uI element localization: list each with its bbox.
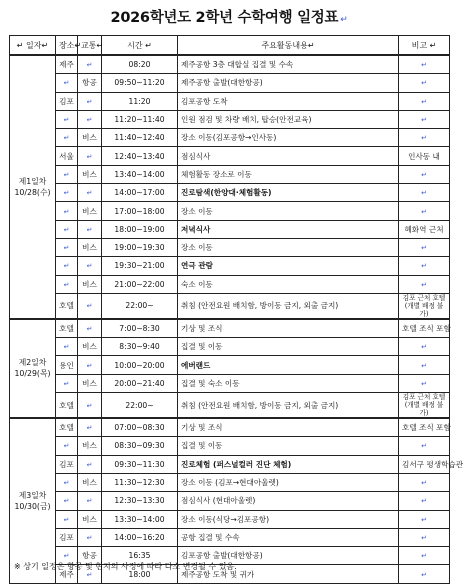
table-row [10,374,450,392]
place-cell: 호텔 [56,293,78,319]
paragraph-mark-icon: ↵ [63,552,70,561]
time-cell: 19:00~19:30 [102,238,178,256]
place-cell [56,275,78,293]
activity-cell: 저녁식사 [178,220,399,238]
note-cell [399,510,450,528]
transport-cell: 비스 [78,275,102,293]
paragraph-mark-icon: ↵ [63,207,70,216]
activity-cell: 집결 및 이동 [178,338,399,356]
paragraph-mark-icon: ↵ [86,61,93,70]
paragraph-mark-icon: ↵ [63,379,70,388]
place-cell [56,437,78,455]
activity-cell: 점심식사 (현대아울렛) [178,492,399,510]
transport-cell: 비스 [78,238,102,256]
table-row [10,165,450,183]
header-activity: 주요활동내용↵ [178,36,399,56]
place-cell [56,129,78,147]
paragraph-mark-icon: ↵ [86,116,93,125]
note-cell [399,565,450,583]
activity-cell: 숙소 이동 [178,275,399,293]
table-row [10,319,450,338]
note-cell: 인사동 내 [399,147,450,165]
paragraph-mark-icon: ↵ [63,116,70,125]
table-row [10,528,450,546]
paragraph-mark-icon: ↵ [340,15,348,25]
activity-cell: 장소 이동 [178,238,399,256]
time-cell: 16:35 [102,547,178,565]
transport-cell: 비스 [78,510,102,528]
paragraph-mark-icon: ↵ [63,262,70,271]
activity-cell: 기상 및 조식 [178,418,399,437]
time-cell: 14:00~17:00 [102,184,178,202]
activity-cell: 장소 이동 (김포→현대아울렛) [178,473,399,491]
place-cell: 서울 [56,147,78,165]
table-row [10,238,450,256]
time-cell: 13:30~14:00 [102,510,178,528]
note-cell: 김포 근처 호텔 (개별 배정 불가) [399,393,450,419]
place-cell [56,473,78,491]
transport-cell [78,528,102,546]
transport-cell: 비스 [78,374,102,392]
time-cell: 11:40~12:40 [102,129,178,147]
paragraph-mark-icon: ↵ [86,302,93,311]
note-cell [399,374,450,392]
table-row [10,510,450,528]
place-cell: 호텔 [56,319,78,338]
time-cell: 13:40~14:00 [102,165,178,183]
activity-cell: 기상 및 조식 [178,319,399,338]
time-cell: 22:00~ [102,293,178,319]
header-note: 비고 ↵ [399,36,450,56]
time-cell: 22:00~ [102,393,178,419]
note-cell [399,202,450,220]
paragraph-mark-icon: ↵ [86,460,93,469]
note-cell [399,129,450,147]
transport-cell [78,220,102,238]
paragraph-mark-icon: ↵ [421,207,427,216]
note-cell [399,528,450,546]
time-cell: 17:00~18:00 [102,202,178,220]
activity-cell: 에버랜드 [178,356,399,374]
paragraph-mark-icon: ↵ [421,552,427,561]
note-cell [399,74,450,92]
paragraph-mark-icon: ↵ [63,170,70,179]
activity-cell: 제주공항 3층 대합실 집결 및 수속 [178,55,399,74]
day-label: 제2일차 10/29(목) [10,319,56,418]
time-cell: 11:30~12:30 [102,473,178,491]
table-row [10,455,450,473]
paragraph-mark-icon: ↵ [421,97,427,106]
place-cell [56,374,78,392]
time-cell: 7:00~8:30 [102,319,178,338]
activity-cell: 집결 및 이동 [178,437,399,455]
transport-cell [78,319,102,338]
transport-cell: 비스 [78,473,102,491]
transport-cell [78,418,102,437]
transport-cell [78,455,102,473]
time-cell: 12:40~13:40 [102,147,178,165]
time-cell: 18:00 [102,565,178,583]
activity-cell: 점심식사 [178,147,399,165]
transport-cell: 비스 [78,338,102,356]
note-cell [399,184,450,202]
paragraph-mark-icon: ↵ [421,343,427,352]
time-cell: 08:30~09:30 [102,437,178,455]
note-cell [399,110,450,128]
title-text: 2026학년도 2학년 수학여행 일정표 [110,10,339,26]
place-cell: 제주 [56,565,78,583]
note-cell: 혜화역 근처 [399,220,450,238]
table-header-row [10,36,450,56]
activity-cell: 연극 관람 [178,257,399,275]
paragraph-mark-icon: ↵ [63,244,70,253]
day-label: 제3일차 10/30(금) [10,418,56,583]
place-cell [56,184,78,202]
paragraph-mark-icon: ↵ [63,280,70,289]
time-cell: 10:00~20:00 [102,356,178,374]
note-cell [399,257,450,275]
table-row [10,129,450,147]
transport-cell: 비스 [78,202,102,220]
time-cell: 09:30~11:30 [102,455,178,473]
note-cell: 호텔 조식 포함 [399,319,450,338]
time-cell: 19:30~21:00 [102,257,178,275]
place-cell [56,165,78,183]
paragraph-mark-icon: ↵ [63,442,70,451]
paragraph-mark-icon: ↵ [421,442,427,451]
time-cell: 18:00~19:00 [102,220,178,238]
table-row [10,293,450,319]
place-cell: 김포 [56,455,78,473]
paragraph-mark-icon: ↵ [421,79,427,88]
activity-cell: 장소 이동(식당→김포공항) [178,510,399,528]
transport-cell: 항공 [78,547,102,565]
activity-cell: 공항 집결 및 수속 [178,528,399,546]
note-cell [399,238,450,256]
paragraph-mark-icon: ↵ [421,170,427,179]
time-cell: 21:00~22:00 [102,275,178,293]
place-cell: 호텔 [56,393,78,419]
paragraph-mark-icon: ↵ [421,189,427,198]
activity-cell: 체험활동 장소로 이동 [178,165,399,183]
table-row [10,338,450,356]
place-cell [56,202,78,220]
activity-cell: 진로체험 (퍼스널컬러 진단 체험) [178,455,399,473]
activity-cell: 장소 이동 [178,202,399,220]
paragraph-mark-icon: ↵ [421,533,427,542]
activity-cell: 장소 이동(김포공항→인사동) [178,129,399,147]
place-cell [56,492,78,510]
activity-cell: 김포공항 도착 [178,92,399,110]
activity-cell: 제주공항 도착 및 귀가 [178,565,399,583]
transport-cell [78,293,102,319]
transport-cell: 비스 [78,165,102,183]
time-cell: 14:00~16:20 [102,528,178,546]
place-cell: 제주 [56,55,78,74]
table-row [10,356,450,374]
paragraph-mark-icon: ↵ [421,134,427,143]
transport-cell [78,147,102,165]
page-title [0,6,458,27]
transport-cell [78,110,102,128]
note-cell [399,338,450,356]
place-cell: 용인 [56,356,78,374]
time-cell: 11:20~11:40 [102,110,178,128]
paragraph-mark-icon: ↵ [421,244,427,253]
footnote: ※ 상기 일정은 항공 및 현지의 사정에 따라 다소 변경될 수 있음. [14,562,237,571]
note-cell [399,437,450,455]
activity-cell: 취침 (안전요원 배치함, 방이동 금지, 외출 금지) [178,293,399,319]
paragraph-mark-icon: ↵ [421,361,427,370]
note-cell: 김포 근처 호텔 (개별 배정 불가) [399,293,450,319]
paragraph-mark-icon: ↵ [63,189,70,198]
time-cell: 8:30~9:40 [102,338,178,356]
paragraph-mark-icon: ↵ [63,497,70,506]
paragraph-mark-icon: ↵ [86,325,93,333]
activity-cell: 진로탐색(한양대·체험활동) [178,184,399,202]
transport-cell [78,356,102,374]
paragraph-mark-icon: ↵ [86,225,93,234]
paragraph-mark-icon: ↵ [421,262,427,271]
table-row [10,184,450,202]
note-cell: 호텔 조식 포함 [399,418,450,437]
table-row [10,473,450,491]
place-cell [56,220,78,238]
paragraph-mark-icon: ↵ [86,97,93,106]
activity-cell: 김포공항 출발(대한항공) [178,547,399,565]
paragraph-mark-icon: ↵ [86,189,93,198]
transport-cell: 비스 [78,129,102,147]
paragraph-mark-icon: ↵ [63,134,70,143]
paragraph-mark-icon: ↵ [86,401,93,410]
paragraph-mark-icon: ↵ [421,515,427,524]
paragraph-mark-icon: ↵ [421,570,427,579]
time-cell: 09:50~11:20 [102,74,178,92]
time-cell: 07:00~08:30 [102,418,178,437]
transport-cell [78,393,102,419]
time-cell: 11:20 [102,92,178,110]
header-time: 시간 ↵ [102,36,178,56]
note-cell [399,55,450,74]
place-cell: 호텔 [56,418,78,437]
place-cell [56,510,78,528]
activity-cell: 인원 점검 및 차량 배치, 탑승(안전교육) [178,110,399,128]
note-cell [399,547,450,565]
table-row [10,393,450,419]
paragraph-mark-icon: ↵ [63,479,70,488]
paragraph-mark-icon: ↵ [86,152,93,161]
place-cell: 김포 [56,528,78,546]
note-cell [399,492,450,510]
transport-cell: 비스 [78,437,102,455]
transport-cell [78,55,102,74]
paragraph-mark-icon: ↵ [86,424,93,433]
paragraph-mark-icon: ↵ [63,79,70,88]
table-body [10,55,463,583]
transport-cell [78,257,102,275]
paragraph-mark-icon: ↵ [86,497,93,506]
table-row [10,110,450,128]
transport-cell [78,92,102,110]
paragraph-mark-icon: ↵ [86,533,93,542]
transport-cell [78,184,102,202]
table-row [10,74,450,92]
place-cell [56,110,78,128]
time-cell: 08:20 [102,55,178,74]
paragraph-mark-icon: ↵ [421,116,427,125]
activity-cell: 취침 (안전요원 배치함, 방이동 금지, 외출 금지) [178,393,399,419]
note-cell [399,165,450,183]
note-cell [399,356,450,374]
header-day: ↵ 일자↵ [10,36,56,56]
transport-cell: 항공 [78,74,102,92]
table-row [10,202,450,220]
table-row [10,275,450,293]
table-row [10,147,450,165]
note-cell [399,473,450,491]
paragraph-mark-icon: ↵ [63,343,70,352]
paragraph-mark-icon: ↵ [421,280,427,289]
activity-cell: 제주공항 출발(대한항공) [178,74,399,92]
table-row [10,92,450,110]
table-row [10,437,450,455]
paragraph-mark-icon: ↵ [421,379,427,388]
time-cell: 12:30~13:30 [102,492,178,510]
paragraph-mark-icon: ↵ [421,479,427,488]
place-cell [56,74,78,92]
table-row [10,220,450,238]
transport-cell [78,492,102,510]
place-cell [56,257,78,275]
paragraph-mark-icon: ↵ [86,361,93,370]
place-cell [56,238,78,256]
header-place: 장소↵ [56,36,78,56]
header-transport: 교통↵ [78,36,102,56]
place-cell [56,338,78,356]
note-cell: 김서구 평생학습관 [399,455,450,473]
schedule-table [9,35,463,584]
paragraph-mark-icon: ↵ [421,497,427,506]
table-row [10,418,450,437]
paragraph-mark-icon: ↵ [86,262,93,271]
activity-cell: 집결 및 숙소 이동 [178,374,399,392]
day-label: 제1일차 10/28(수) [10,55,56,319]
note-cell [399,92,450,110]
place-cell: 김포 [56,92,78,110]
table-row [10,492,450,510]
paragraph-mark-icon: ↵ [421,61,427,70]
paragraph-mark-icon: ↵ [63,515,70,524]
table-row [10,55,450,74]
note-cell [399,275,450,293]
table-row [10,257,450,275]
time-cell: 20:00~21:40 [102,374,178,392]
paragraph-mark-icon: ↵ [86,570,93,579]
paragraph-mark-icon: ↵ [63,225,70,234]
